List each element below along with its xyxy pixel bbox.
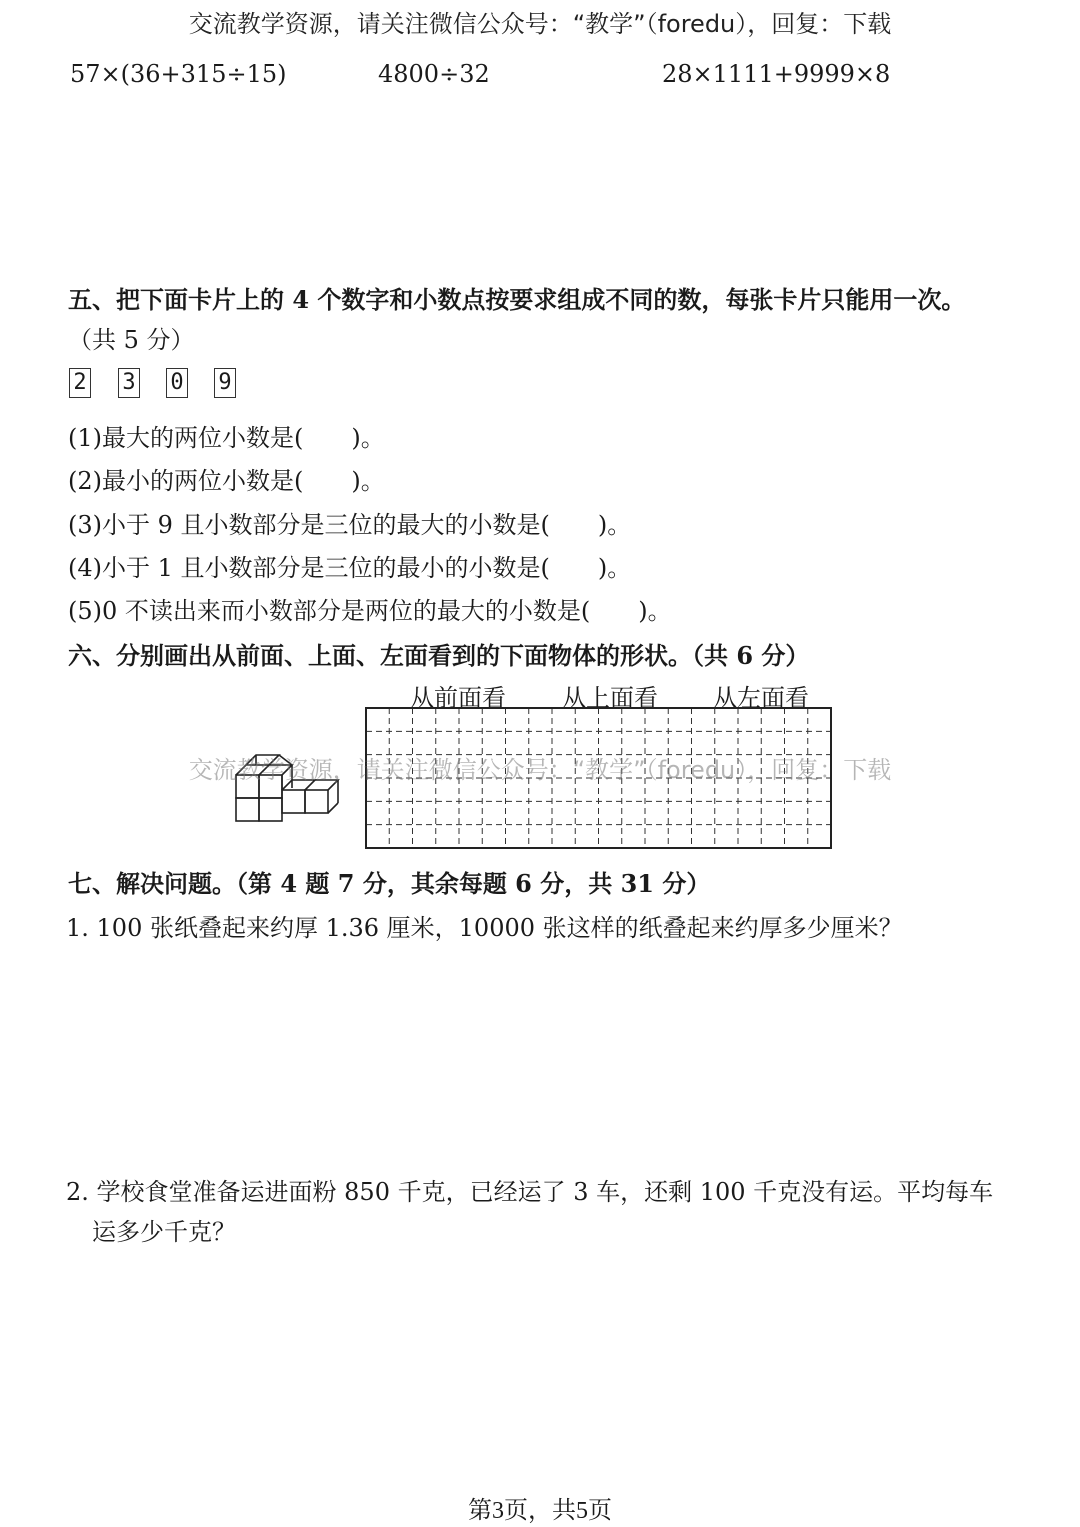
section-5-score: （共 5 分）	[68, 326, 195, 354]
page-number: 第3页，共5页	[468, 1498, 612, 1524]
digit-card: 0	[166, 368, 188, 398]
section-6-title: 六、分别画出从前面、上面、左面看到的下面物体的形状。（共 6 分）	[68, 641, 810, 670]
expression-1: 57×(36+315÷15)	[70, 60, 287, 88]
list-item: (5)0 不读出来而小数部分是两位的最大的小数是( )。	[68, 597, 672, 625]
digit-card: 2	[69, 368, 91, 398]
problem-2-line-2: 运多少千克？	[92, 1218, 236, 1246]
list-item: (1)最大的两位小数是( )。	[68, 424, 385, 452]
problem-1: 1. 100 张纸叠起来约厚 1.36 厘米，10000 张这样的纸叠起来约厚多少厘米？	[66, 914, 903, 942]
expression-2: 4800÷32	[378, 60, 490, 88]
list-item: (3)小于 9 且小数部分是三位的最大的小数是( )。	[68, 511, 632, 539]
problem-2-line-1: 2. 学校食堂准备运进面粉 850 千克，已经运了 3 车，还剩 100 千克没有运。平均每车	[66, 1178, 994, 1206]
view-label-left: 从左面看	[713, 684, 809, 712]
section-7-title: 七、解决问题。（第 4 题 7 分，其余每题 6 分，共 31 分）	[68, 869, 711, 898]
list-item: (4)小于 1 且小数部分是三位的最小的小数是( )。	[68, 554, 632, 582]
header-watermark: 交流教学资源，请关注微信公众号：“教学”（foredu），回复：下载	[188, 10, 892, 38]
view-label-top: 从上面看	[562, 684, 658, 712]
digit-card: 9	[214, 368, 236, 398]
section-5-title: 五、把下面卡片上的 4 个数字和小数点按要求组成不同的数，每张卡片只能用一次。	[68, 285, 966, 314]
digit-card: 3	[118, 368, 140, 398]
expression-3: 28×1111+9999×8	[662, 60, 891, 88]
list-item: (2)最小的两位小数是( )。	[68, 467, 385, 495]
view-label-front: 从前面看	[410, 684, 506, 712]
watermark-overlay: 交流教学资源，请关注微信公众号：“教学”（foredu），回复：下载	[188, 756, 892, 784]
